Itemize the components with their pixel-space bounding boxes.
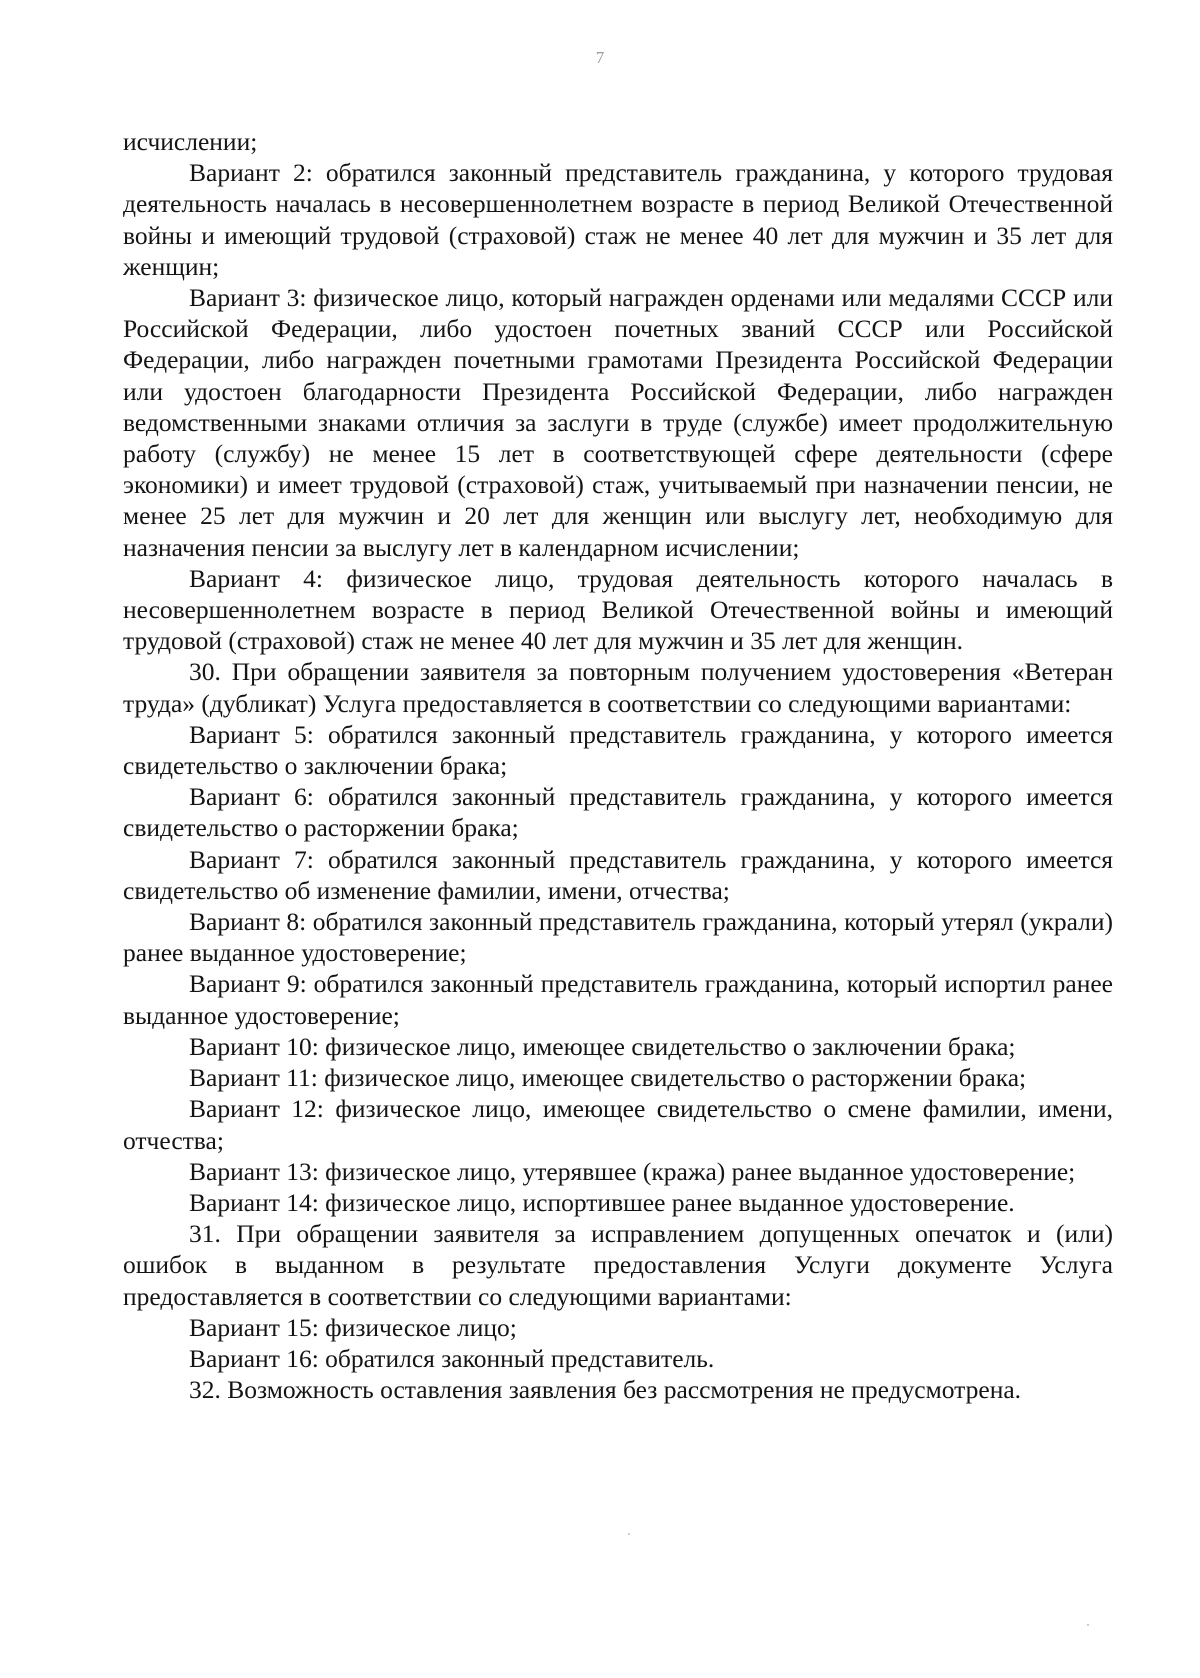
document-body [123,126,1113,1405]
paragraph-continuation: исчислении; [123,127,258,156]
paragraph-variant-6: Вариант 6: обратился законный представитель гражданина, у которого имеется свидетельство о расторжении брака; [123,782,1113,843]
paragraph-variant-16: Вариант 16: обратился законный представитель. [189,1343,715,1373]
scan-speck [1087,1624,1089,1626]
paragraph-variant-8: Вариант 8: обратился законный представитель гражданина, который утерял (украли) ранее выданное удостоверение; [123,907,1113,968]
page-number: 7 [595,48,605,67]
paragraph-variant-12: Вариант 12: физическое лицо, имеющее свидетельство о смене фамилии, имени, отчества; [123,1094,1113,1155]
paragraph-variant-9: Вариант 9: обратился законный представитель гражданина, который испортил ранее выданное удостоверение; [123,969,1113,1030]
paragraph-variant-10: Вариант 10: физическое лицо, имеющее свидетельство о заключении брака; [189,1031,1016,1061]
paragraph-clause-32: 32. Возможность оставления заявления без рассмотрения не предусмотрена. [189,1375,1022,1405]
paragraph-clause-31: 31. При обращении заявителя за исправлением допущенных опечаток и (или) ошибок в выданном в результате предоставления Услуги документе Услуга предоставляется в соответствии со следующими вариантами: [123,1219,1113,1311]
paragraph-variant-15: Вариант 15: физическое лицо; [189,1312,517,1342]
paragraph-variant-3: Вариант 3: физическое лицо, который награжден орденами или медалями СССР или Российской Федерации, либо удостоен почетных званий СССР или Российской Федерации, либо награжден почетными грамотами Президента Российской Федерации или удостоен благодарности Президента Российской Федерации, либо награжден ведомственными знаками отличия за заслуги в труде (службе) имеет продолжительную работу (службу) не менее 15 лет в соответствующей сфере деятельности (сфере экономики) и имеет трудовой (страховой) стаж, учитываемый при назначении пенсии, не менее 25 лет для мужчин и 20 лет для женщин или выслугу лет, необходимую для назначения пенсии за выслугу лет в календарном исчислении; [123,283,1113,562]
paragraph-clause-30: 30. При обращении заявителя за повторным получением удостоверения «Ветеран труда» (дубликат) Услуга предоставляется в соответствии со следующими вариантами: [123,657,1113,718]
paragraph-variant-5: Вариант 5: обратился законный представитель гражданина, у которого имеется свидетельство о заключении брака; [123,719,1113,781]
paragraph-variant-13: Вариант 13: физическое лицо, утерявшее (кража) ранее выданное удостоверение; [189,1156,1076,1186]
paragraph-variant-14: Вариант 14: физическое лицо, испортившее ранее выданное удостоверение. [189,1187,1015,1217]
paragraph-variant-4: Вариант 4: физическое лицо, трудовая деятельность которого началась в несовершеннолетнем возрасте в период Великой Отечественной войны и имеющий трудовой (страховой) стаж не менее 40 лет для мужчин и 35 лет для женщин. [123,563,1113,656]
paragraph-variant-7: Вариант 7: обратился законный представитель гражданина, у которого имеется свидетельство об изменение фамилии, имени, отчества; [123,844,1113,905]
paragraph-variant-11: Вариант 11: физическое лицо, имеющее свидетельство о расторжении брака; [189,1063,1027,1093]
paragraph-variant-2: Вариант 2: обратился законный представитель гражданина, у которого трудовая деятельность началась в несовершеннолетнем возрасте в период Великой Отечественной войны и имеющий трудовой (страховой) стаж не менее 40 лет для мужчин и 35 лет для женщин; [123,158,1113,281]
scan-speck [628,1533,630,1535]
